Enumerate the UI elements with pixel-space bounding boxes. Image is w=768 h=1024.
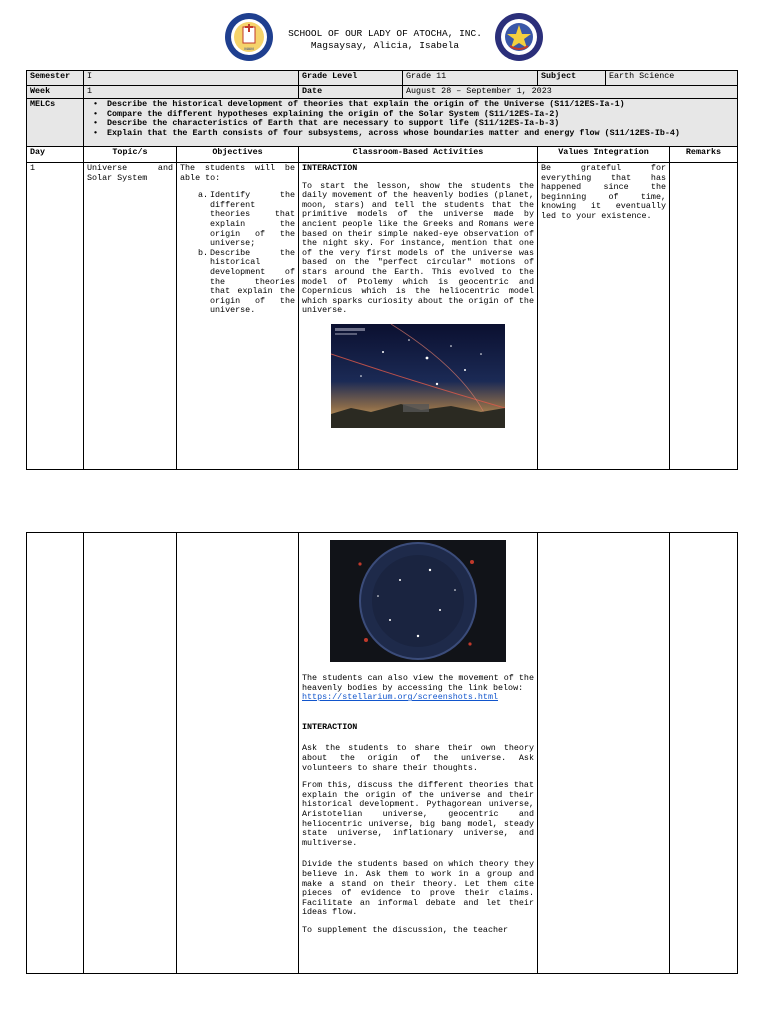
column-header-topics: Topic/s (84, 147, 177, 163)
activities-cell-continued (299, 533, 538, 974)
activities-cell (299, 163, 538, 470)
column-header-values: Values Integration (538, 147, 670, 163)
topic-cell-continued (84, 533, 177, 974)
school-name: SCHOOL OF OUR LADY OF ATOCHA, INC. (288, 28, 482, 39)
objectives-list (180, 191, 295, 316)
values-cell: Be grateful for everything that has happened since the beginning of time, knowing it eventually led to your existence. (538, 163, 670, 470)
semester-label: Semester (27, 71, 84, 86)
objectives-cell (177, 163, 299, 470)
objectives-intro: The students will be able to: (180, 163, 295, 183)
subject-label: Subject (538, 71, 606, 86)
date-label: Date (299, 86, 403, 99)
discuss-theories-text: From this, discuss the different theories that explain the origin of the universe and their historical development. Pythagorean universe, Aristotelian universe, geocentric and heliocentric universe, big bang model, steady state universe, inflationary universe, and multiverse. (302, 780, 534, 848)
deped-seal-logo (494, 12, 544, 62)
supplement-text: To supplement the discussion, the teacher (302, 924, 509, 935)
melcs-list (87, 100, 734, 138)
day-cell-continued (27, 533, 84, 974)
remarks-cell (670, 163, 738, 470)
night-sky-horizon-image (331, 324, 505, 428)
topic-cell: Universe and Solar System (84, 163, 177, 470)
week-label: Week (27, 86, 84, 99)
view-movement-text: The students can also view the movement of the heavenly bodies by accessing the link below: (302, 673, 534, 693)
stellarium-link[interactable]: https://stellarium.org/screenshots.html (302, 692, 499, 703)
melc-item: • Describe the characteristics of Earth that are necessary to support life (S11/12ES-Ia-b-3) (93, 119, 734, 129)
melc-item: • Describe the historical development of theories that explain the origin of the Universe (S11/12ES-Ia-1) (93, 100, 734, 110)
svg-text:MAM: MAM (244, 46, 254, 51)
objective-text: Identify the different theories that explain the origin of the universe; (210, 190, 295, 249)
sky-dome-image (330, 540, 506, 662)
column-header-activities: Classroom-Based Activities (299, 147, 538, 163)
melcs-label: MELCs (27, 99, 84, 147)
objective-text: Describe the historical development of the theories that explain the origin of the universe. (210, 247, 295, 316)
lesson-plan-table-page-1 (26, 70, 738, 470)
week-value: 1 (84, 86, 299, 99)
activity-heading-2: INTERACTION (302, 721, 358, 732)
column-header-remarks: Remarks (670, 147, 738, 163)
column-header-day: Day (27, 147, 84, 163)
date-value: August 28 – September 1, 2023 (403, 86, 738, 99)
melc-item: • Compare the different hypotheses explaining the origin of the Solar System (S11/12ES-Ia-2) (93, 110, 734, 120)
remarks-cell-continued (670, 533, 738, 974)
semester-value: I (84, 71, 299, 86)
day-cell: 1 (27, 163, 84, 470)
school-seal-logo (224, 12, 274, 62)
melc-item: • Explain that the Earth consists of four subsystems, across whose boundaries matter and energy flow (S11/12ES-Ib-4) (93, 129, 734, 139)
objective-marker: b. (198, 247, 209, 258)
school-name-block (280, 28, 490, 52)
grade-level-value: Grade 11 (403, 71, 538, 86)
share-theory-text: Ask the students to share their own theory about the origin of the universe. Ask volunteers to share their thoughts. (302, 743, 534, 773)
objective-marker: a. (198, 190, 209, 201)
values-cell-continued (538, 533, 670, 974)
objective-item (198, 191, 295, 249)
objectives-cell-continued (177, 533, 299, 974)
divide-students-text: Divide the students based on which theory they believe in. Ask them to work in a group and make a stand on their theory. Let them cite pieces of evidence to prove their claims. Facilitate an informal debate and let their ideas flow. (302, 859, 534, 918)
objective-item (198, 249, 295, 316)
activity-heading: INTERACTION (302, 163, 358, 173)
document-header (0, 12, 768, 66)
grade-level-label: Grade Level (299, 71, 403, 86)
column-header-objectives: Objectives (177, 147, 299, 163)
activity-intro-text: To start the lesson, show the students the daily movement of the heavenly bodies (planet, moon, stars) and tell the students that the primitive models of the universe made by ancient people like the Greeks and Romans were based on their simple naked-eye observation of the night sky. For instance, mention that one of the very first models of the universe was based on the "perfect circular" motions of stars around the Earth. This evolved to the model of Ptolemy which is geocentric and Copernicus which is the heliocentric model which sparks curiosity about the origin of the universe. (302, 180, 534, 316)
melcs-cell (84, 99, 738, 147)
lesson-plan-table-page-2 (26, 532, 738, 974)
subject-value: Earth Science (606, 71, 738, 86)
school-address: Magsaysay, Alicia, Isabela (310, 40, 460, 51)
